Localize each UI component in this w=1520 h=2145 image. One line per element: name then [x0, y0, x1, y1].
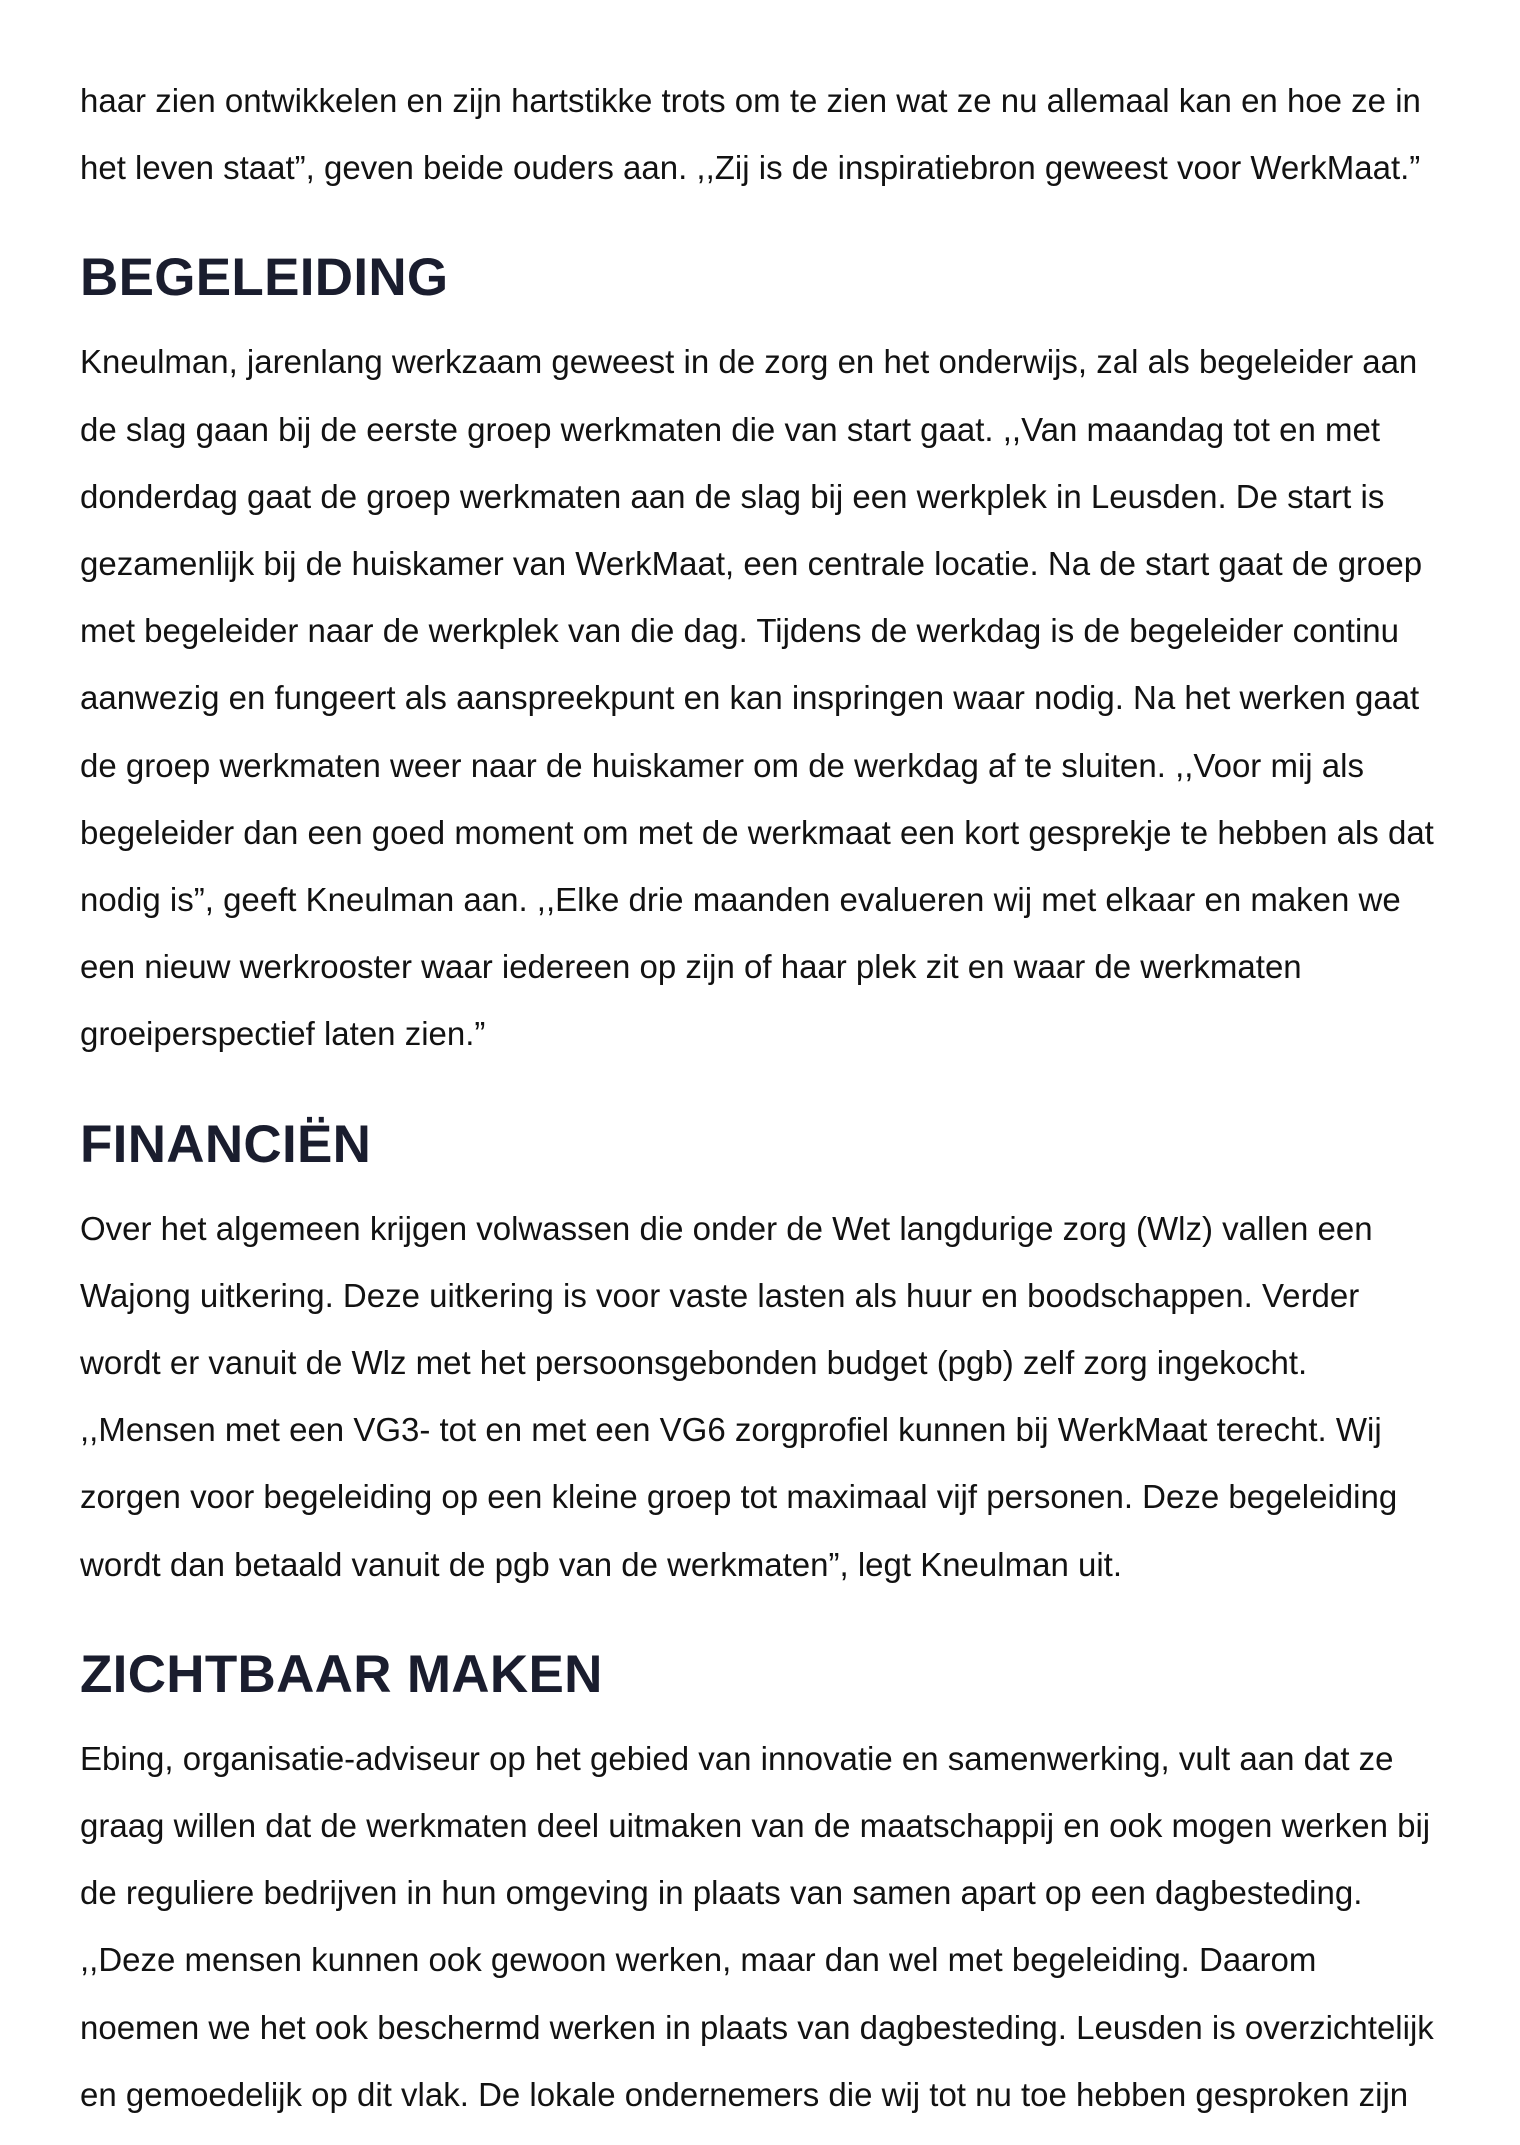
section-body-begeleiding: Kneulman, jarenlang werkzaam geweest in de zorg en het onderwijs, zal als begeleider aan de slag gaan bij de eerste groep werkmaten die van start gaat. ,,Van maandag tot en met donderdag gaat de groep werkmaten aan de slag bij een werkplek in Leusden. De start is gezamenlijk bij de huiskamer van WerkMaat, een centrale locatie. Na de start gaat de groep met begeleider naar de werkplek van die dag. Tijdens de werkdag is de begeleider continu aanwezig en fungeert als aanspreekpunt en kan inspringen waar nodig. Na het werken gaat de groep werkmaten weer naar de huiskamer om de werkdag af te sluiten. ,,Voor mij als begeleider dan een goed moment om met de werkmaat een kort gesprekje te hebben als dat nodig is”, geeft Kneulman aan. ,,Elke drie maanden evalueren wij met elkaar en maken we een nieuw werkrooster waar iedereen op zijn of haar plek zit en waar de werkmaten groeiperspectief laten zien.”: [80, 343, 1434, 1053]
section-heading-zichtbaar-maken: ZICHTBAAR MAKEN: [80, 1644, 603, 1704]
section-body-zichtbaar-maken: Ebing, organisatie-adviseur op het gebied van innovatie en samenwerking, vult aan dat ze graag willen dat de werkmaten deel uitmaken van de maatschappij en ook mogen werken bij de reguliere bedrijven in hun omgeving in plaats van samen apart op een dagbesteding. ,,Deze mensen kunnen ook gewoon werken, maar dan wel met begeleiding. Daarom noemen we het ook beschermd werken in plaats van dagbesteding. Leusden is overzichtelijk en gemoedelijk op dit vlak. De lokale ondernemers die wij tot nu toe hebben gesproken zijn: [80, 1739, 1434, 2113]
section-body-financien: Over het algemeen krijgen volwassen die onder de Wet langdurige zorg (Wlz) vallen een Wajong uitkering. Deze uitkering is voor vaste lasten als huur en boodschappen. Verder wordt er vanuit de Wlz met het persoonsgebonden budget (pgb) zelf zorg ingekocht. ,,Mensen met een VG3- tot en met een VG6 zorgprofiel kunnen bij WerkMaat terecht. Wij zorgen voor begeleiding op een kleine groep tot maximaal vijf personen. Deze begeleiding wordt dan betaald vanuit de pgb van de werkmaten”, legt Kneulman uit.: [80, 1209, 1398, 1583]
section-heading-begeleiding: BEGELEIDING: [80, 248, 449, 308]
section-heading-financien: FINANCIËN: [80, 1114, 372, 1174]
intro-paragraph: haar zien ontwikkelen en zijn hartstikke trots om te zien wat ze nu allemaal kan en hoe ze in het leven staat”, geven beide ouders aan. ,,Zij is de inspiratiebron geweest voor WerkMaat.”: [80, 82, 1421, 187]
article-body: [80, 67, 1465, 2128]
